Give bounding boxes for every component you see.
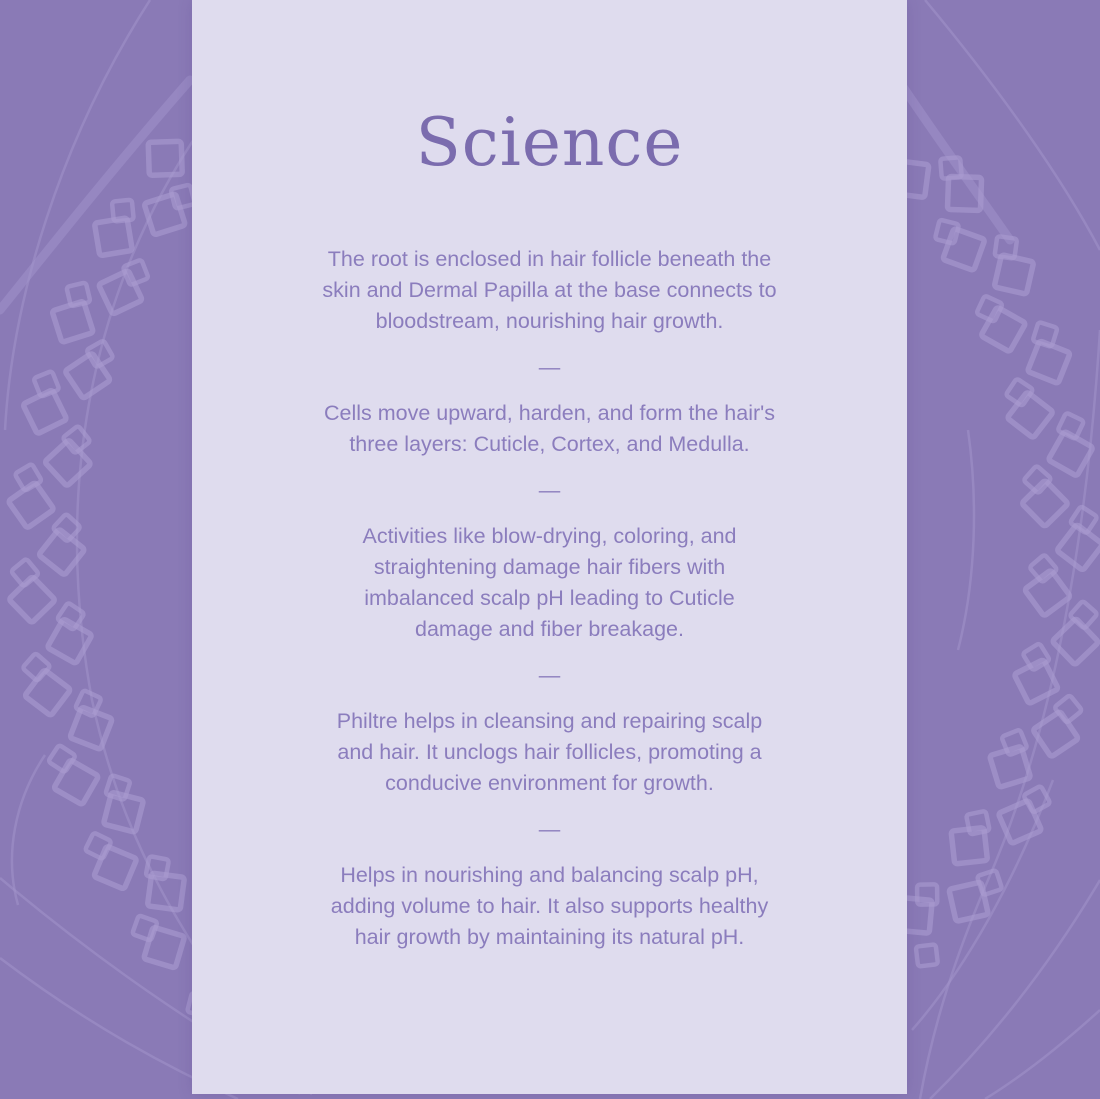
square-chain-pattern-right [892, 157, 1100, 966]
paragraph-line: adding volume to hair. It also supports healthy [330, 894, 769, 918]
paragraph-line: bloodstream, nourishing hair growth. [375, 309, 724, 333]
page-title: Science [415, 104, 684, 181]
content-panel [192, 0, 907, 1094]
science-text-block [192, 244, 907, 953]
paragraph-line: straightening damage hair fibers with [373, 555, 726, 579]
paragraph-line: The root is enclosed in hair follicle beneath the [327, 247, 772, 271]
paragraph-philtre-benefits [192, 706, 907, 799]
paragraph-line: conducive environment for growth. [385, 771, 714, 795]
paragraph-line: Philtre helps in cleansing and repairing scalp [336, 709, 763, 733]
paragraph-line: skin and Dermal Papilla at the base connects to [322, 278, 777, 302]
section-divider: — [538, 478, 561, 502]
paragraph-root-follicle [192, 244, 907, 337]
paragraph-damage-causes [192, 521, 907, 645]
paragraph-line: Helps in nourishing and balancing scalp pH, [340, 863, 759, 887]
paragraph-line: and hair. It unclogs hair follicles, promoting a [337, 740, 762, 764]
section-divider: — [538, 663, 561, 687]
paragraph-hair-layers [192, 398, 907, 460]
paragraph-line: imbalanced scalp pH leading to Cuticle [364, 586, 735, 610]
section-divider: — [538, 817, 561, 841]
paragraph-ph-balance [192, 860, 907, 953]
paragraph-line: three layers: Cuticle, Cortex, and Medulla. [349, 432, 750, 456]
paragraph-line: Activities like blow-drying, coloring, and [362, 524, 737, 548]
paragraph-line: Cells move upward, harden, and form the hair's [323, 401, 776, 425]
paragraph-line: damage and fiber breakage. [415, 617, 684, 641]
paragraph-line: hair growth by maintaining its natural pH. [354, 925, 745, 949]
section-divider: — [538, 355, 561, 379]
